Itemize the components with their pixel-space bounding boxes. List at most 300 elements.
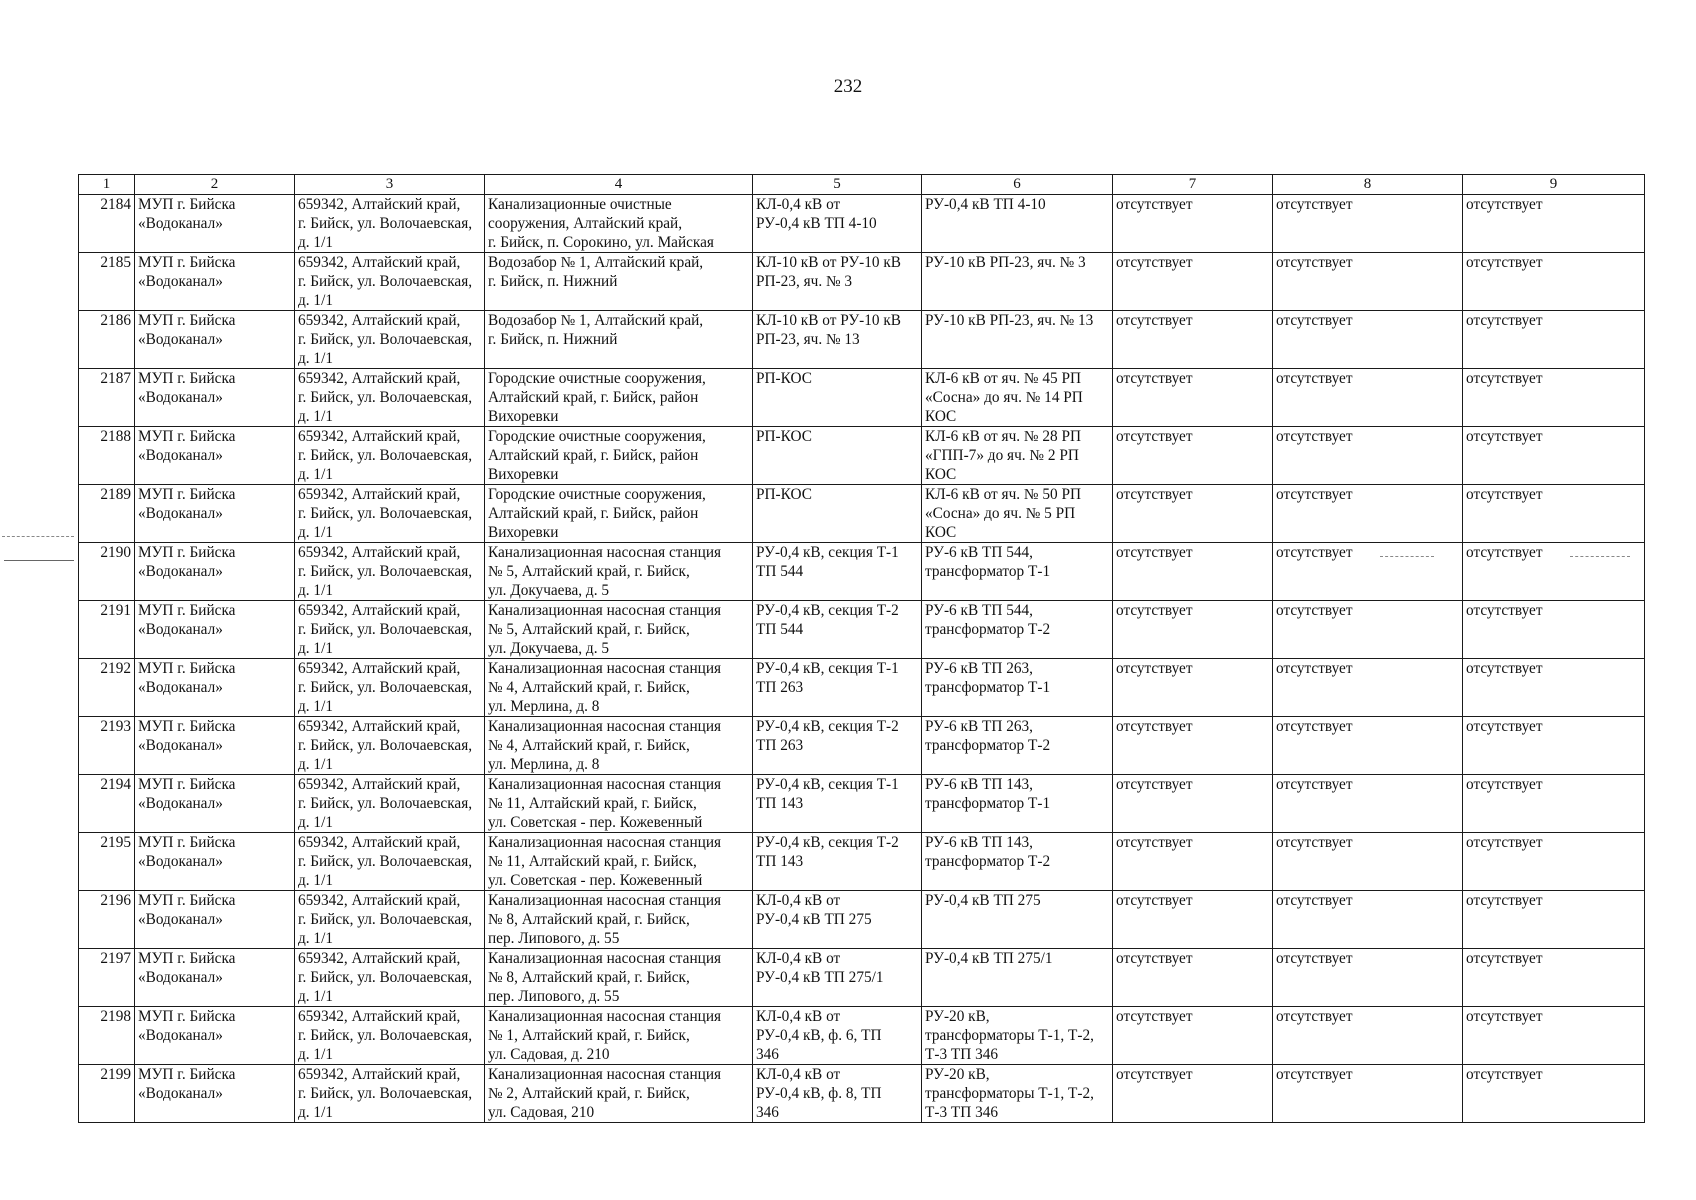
cell-text-line: ул. Садовая, 210 — [488, 1104, 595, 1121]
cell-text-line: КОС — [925, 524, 957, 541]
cell-text-line: д. 1/1 — [298, 640, 333, 657]
cell-text-line: РУ-20 кВ, — [925, 1066, 990, 1083]
cell-text-line: КЛ-0,4 кВ от — [756, 1008, 841, 1025]
cell-text-line: РУ-0,4 кВ, секция Т-2 — [756, 834, 899, 851]
cell-organization — [135, 543, 295, 601]
table-body — [79, 195, 1645, 1123]
cell-text-line: РУ-0,4 кВ, ф. 8, ТП — [756, 1085, 882, 1102]
cell-row-number: 2186 — [79, 311, 135, 369]
cell-organization — [135, 427, 295, 485]
cell-text-line: № 2, Алтайский край, г. Бийск, — [488, 1085, 690, 1102]
cell-text-line: ул. Советская - пер. Кожевенный — [488, 872, 703, 889]
cell-address — [295, 659, 485, 717]
cell-col9: отсутствует — [1463, 543, 1645, 601]
cell-text-line: КОС — [925, 466, 957, 483]
cell-col7: отсутствует — [1113, 601, 1273, 659]
cell-supply-line — [753, 717, 922, 775]
cell-text-line: МУП г. Бийска — [138, 1066, 236, 1083]
cell-row-number: 2188 — [79, 427, 135, 485]
column-number: 2 — [135, 175, 295, 195]
cell-col7: отсутствует — [1113, 311, 1273, 369]
cell-row-number: 2196 — [79, 891, 135, 949]
cell-text-line: № 5, Алтайский край, г. Бийск, — [488, 621, 690, 638]
cell-text-line: КЛ-6 кВ от яч. № 45 РП — [925, 370, 1082, 387]
cell-organization — [135, 601, 295, 659]
cell-address — [295, 253, 485, 311]
cell-text-line: 659342, Алтайский край, — [298, 602, 461, 619]
cell-supply-source — [922, 253, 1113, 311]
cell-col8: отсутствует — [1273, 601, 1463, 659]
cell-text-line: 659342, Алтайский край, — [298, 718, 461, 735]
cell-supply-source — [922, 543, 1113, 601]
cell-col9: отсутствует — [1463, 311, 1645, 369]
cell-text-line: трансформатор Т-2 — [925, 853, 1051, 870]
cell-text-line: РУ-0,4 кВ, секция Т-2 — [756, 718, 899, 735]
cell-text-line: д. 1/1 — [298, 582, 333, 599]
cell-text-line: Городские очистные сооружения, — [488, 428, 706, 445]
cell-text-line: РУ-0,4 кВ, секция Т-2 — [756, 602, 899, 619]
cell-text-line: МУП г. Бийска — [138, 196, 236, 213]
cell-col8: отсутствует — [1273, 195, 1463, 253]
cell-col9: отсутствует — [1463, 369, 1645, 427]
cell-row-number: 2192 — [79, 659, 135, 717]
cell-text-line: Т-3 ТП 346 — [925, 1046, 999, 1063]
cell-text-line: г. Бийск, ул. Волочаевская, — [298, 447, 473, 464]
cell-text-line: МУП г. Бийска — [138, 428, 236, 445]
cell-text-line: д. 1/1 — [298, 466, 333, 483]
cell-text-line: пер. Липового, д. 55 — [488, 930, 620, 947]
cell-object — [485, 775, 753, 833]
table-header — [79, 175, 1645, 195]
table-row — [79, 1007, 1645, 1065]
table-row — [79, 1065, 1645, 1123]
cell-text-line: КЛ-0,4 кВ от — [756, 196, 841, 213]
cell-row-number: 2198 — [79, 1007, 135, 1065]
cell-text-line: РП-23, яч. № 13 — [756, 331, 860, 348]
table-row — [79, 775, 1645, 833]
cell-row-number: 2189 — [79, 485, 135, 543]
cell-text-line: КЛ-6 кВ от яч. № 50 РП — [925, 486, 1082, 503]
cell-text-line: РУ-6 кВ ТП 143, — [925, 776, 1033, 793]
cell-text-line: РП-23, яч. № 3 — [756, 273, 853, 290]
cell-text-line: ул. Докучаева, д. 5 — [488, 582, 610, 599]
cell-text-line: КЛ-6 кВ от яч. № 28 РП — [925, 428, 1082, 445]
cell-text-line: г. Бийск, п. Нижний — [488, 273, 618, 290]
cell-text-line: «ГПП-7» до яч. № 2 РП — [925, 447, 1079, 464]
cell-col9: отсутствует — [1463, 833, 1645, 891]
cell-text-line: РУ-6 кВ ТП 263, — [925, 718, 1033, 735]
cell-text-line: пер. Липового, д. 55 — [488, 988, 620, 1005]
cell-text-line: ул. Докучаева, д. 5 — [488, 640, 610, 657]
cell-col8: отсутствует — [1273, 833, 1463, 891]
cell-address — [295, 891, 485, 949]
cell-text-line: КЛ-10 кВ от РУ-10 кВ — [756, 254, 902, 271]
cell-text-line: № 1, Алтайский край, г. Бийск, — [488, 1027, 690, 1044]
cell-text-line: 659342, Алтайский край, — [298, 196, 461, 213]
scan-artifact-line — [4, 560, 74, 561]
cell-object — [485, 949, 753, 1007]
cell-text-line: РУ-0,4 кВ, секция Т-1 — [756, 660, 899, 677]
cell-text-line: г. Бийск, ул. Волочаевская, — [298, 1027, 473, 1044]
cell-text-line: РУ-10 кВ РП-23, яч. № 3 — [925, 254, 1086, 271]
cell-col8: отсутствует — [1273, 543, 1463, 601]
table-row — [79, 195, 1645, 253]
cell-text-line: РУ-0,4 кВ, секция Т-1 — [756, 776, 899, 793]
cell-organization — [135, 369, 295, 427]
cell-text-line: РУ-6 кВ ТП 544, — [925, 544, 1033, 561]
table-row — [79, 891, 1645, 949]
cell-col9: отсутствует — [1463, 1065, 1645, 1123]
cell-col8: отсутствует — [1273, 775, 1463, 833]
table-row — [79, 485, 1645, 543]
cell-col8: отсутствует — [1273, 427, 1463, 485]
cell-supply-line — [753, 253, 922, 311]
cell-organization — [135, 1065, 295, 1123]
cell-text-line: Вихоревки — [488, 408, 559, 425]
cell-organization — [135, 1007, 295, 1065]
cell-supply-source — [922, 1007, 1113, 1065]
cell-text-line: г. Бийск, ул. Волочаевская, — [298, 969, 473, 986]
table-row — [79, 253, 1645, 311]
cell-text-line: МУП г. Бийска — [138, 254, 236, 271]
cell-text-line: Канализационная насосная станция — [488, 892, 722, 909]
cell-text-line: Городские очистные сооружения, — [488, 486, 706, 503]
cell-text-line: «Сосна» до яч. № 14 РП — [925, 389, 1083, 406]
cell-text-line: «Водоканал» — [138, 621, 223, 638]
cell-supply-line — [753, 1065, 922, 1123]
cell-text-line: г. Бийск, п. Нижний — [488, 331, 618, 348]
cell-object — [485, 543, 753, 601]
cell-object — [485, 601, 753, 659]
table-row — [79, 717, 1645, 775]
cell-text-line: 659342, Алтайский край, — [298, 312, 461, 329]
cell-row-number: 2191 — [79, 601, 135, 659]
cell-text-line: КЛ-0,4 кВ от — [756, 892, 841, 909]
cell-text-line: «Водоканал» — [138, 679, 223, 696]
cell-col9: отсутствует — [1463, 659, 1645, 717]
cell-text-line: г. Бийск, ул. Волочаевская, — [298, 389, 473, 406]
cell-object — [485, 427, 753, 485]
cell-text-line: МУП г. Бийска — [138, 776, 236, 793]
cell-supply-source — [922, 659, 1113, 717]
cell-text-line: РУ-0,4 кВ ТП 275/1 — [756, 969, 884, 986]
cell-col8: отсутствует — [1273, 311, 1463, 369]
cell-text-line: 659342, Алтайский край, — [298, 892, 461, 909]
cell-organization — [135, 195, 295, 253]
cell-text-line: 659342, Алтайский край, — [298, 544, 461, 561]
cell-row-number: 2195 — [79, 833, 135, 891]
cell-supply-line — [753, 427, 922, 485]
cell-text-line: д. 1/1 — [298, 930, 333, 947]
cell-text-line: КЛ-0,4 кВ от — [756, 1066, 841, 1083]
cell-text-line: РП-КОС — [756, 370, 812, 387]
cell-text-line: Канализационная насосная станция — [488, 1008, 722, 1025]
cell-organization — [135, 485, 295, 543]
cell-text-line: 659342, Алтайский край, — [298, 370, 461, 387]
cell-text-line: ул. Мерлина, д. 8 — [488, 698, 600, 715]
cell-col9: отсутствует — [1463, 601, 1645, 659]
cell-text-line: «Водоканал» — [138, 215, 223, 232]
cell-text-line: д. 1/1 — [298, 1046, 333, 1063]
cell-address — [295, 949, 485, 1007]
cell-text-line: г. Бийск, п. Сорокино, ул. Майская — [488, 234, 714, 251]
cell-object — [485, 369, 753, 427]
cell-col7: отсутствует — [1113, 659, 1273, 717]
cell-organization — [135, 833, 295, 891]
cell-supply-source — [922, 1065, 1113, 1123]
cell-col7: отсутствует — [1113, 717, 1273, 775]
cell-text-line: РУ-0,4 кВ ТП 275 — [756, 911, 872, 928]
cell-organization — [135, 891, 295, 949]
table-row — [79, 659, 1645, 717]
cell-col8: отсутствует — [1273, 891, 1463, 949]
cell-text-line: Водозабор № 1, Алтайский край, — [488, 254, 704, 271]
cell-col7: отсутствует — [1113, 253, 1273, 311]
scan-artifact-line — [1570, 556, 1630, 557]
cell-text-line: МУП г. Бийска — [138, 544, 236, 561]
cell-col7: отсутствует — [1113, 775, 1273, 833]
cell-text-line: № 8, Алтайский край, г. Бийск, — [488, 911, 690, 928]
cell-text-line: «Водоканал» — [138, 389, 223, 406]
cell-supply-line — [753, 949, 922, 1007]
cell-text-line: Канализационная насосная станция — [488, 602, 722, 619]
cell-text-line: г. Бийск, ул. Волочаевская, — [298, 911, 473, 928]
column-number-row — [79, 175, 1645, 195]
cell-text-line: ТП 263 — [756, 737, 804, 754]
cell-text-line: «Водоканал» — [138, 505, 223, 522]
cell-col7: отсутствует — [1113, 485, 1273, 543]
cell-text-line: Канализационная насосная станция — [488, 660, 722, 677]
cell-text-line: № 5, Алтайский край, г. Бийск, — [488, 563, 690, 580]
cell-text-line: г. Бийск, ул. Волочаевская, — [298, 505, 473, 522]
cell-col9: отсутствует — [1463, 195, 1645, 253]
cell-text-line: сооружения, Алтайский край, — [488, 215, 683, 232]
cell-text-line: МУП г. Бийска — [138, 1008, 236, 1025]
cell-col7: отсутствует — [1113, 1007, 1273, 1065]
cell-organization — [135, 253, 295, 311]
cell-text-line: Вихоревки — [488, 524, 559, 541]
cell-text-line: КЛ-0,4 кВ от — [756, 950, 841, 967]
cell-text-line: Алтайский край, г. Бийск, район — [488, 389, 699, 406]
cell-supply-source — [922, 311, 1113, 369]
cell-text-line: д. 1/1 — [298, 234, 333, 251]
cell-address — [295, 427, 485, 485]
cell-text-line: Канализационная насосная станция — [488, 544, 722, 561]
cell-text-line: 346 — [756, 1104, 779, 1121]
cell-text-line: г. Бийск, ул. Волочаевская, — [298, 795, 473, 812]
cell-text-line: Вихоревки — [488, 466, 559, 483]
cell-text-line: г. Бийск, ул. Волочаевская, — [298, 621, 473, 638]
cell-address — [295, 775, 485, 833]
cell-text-line: «Водоканал» — [138, 1027, 223, 1044]
cell-text-line: 659342, Алтайский край, — [298, 660, 461, 677]
cell-supply-line — [753, 601, 922, 659]
cell-supply-line — [753, 485, 922, 543]
cell-address — [295, 1065, 485, 1123]
cell-supply-source — [922, 949, 1113, 1007]
cell-text-line: трансформатор Т-1 — [925, 563, 1051, 580]
cell-text-line: Канализационная насосная станция — [488, 718, 722, 735]
cell-address — [295, 833, 485, 891]
cell-row-number: 2185 — [79, 253, 135, 311]
cell-text-line: г. Бийск, ул. Волочаевская, — [298, 1085, 473, 1102]
cell-text-line: РУ-0,4 кВ, секция Т-1 — [756, 544, 899, 561]
cell-text-line: МУП г. Бийска — [138, 950, 236, 967]
cell-address — [295, 485, 485, 543]
cell-text-line: трансформатор Т-2 — [925, 737, 1051, 754]
cell-col8: отсутствует — [1273, 1065, 1463, 1123]
cell-text-line: РУ-0,4 кВ ТП 4-10 — [925, 196, 1046, 213]
cell-text-line: № 4, Алтайский край, г. Бийск, — [488, 737, 690, 754]
cell-col7: отсутствует — [1113, 195, 1273, 253]
table-row — [79, 601, 1645, 659]
cell-text-line: д. 1/1 — [298, 756, 333, 773]
cell-text-line: Канализационные очистные — [488, 196, 672, 213]
cell-text-line: «Водоканал» — [138, 563, 223, 580]
cell-text-line: КЛ-10 кВ от РУ-10 кВ — [756, 312, 902, 329]
cell-text-line: трансформатор Т-2 — [925, 621, 1051, 638]
scan-artifact-line — [2, 536, 74, 537]
cell-supply-source — [922, 775, 1113, 833]
cell-col9: отсутствует — [1463, 253, 1645, 311]
cell-text-line: 346 — [756, 1046, 779, 1063]
table-row — [79, 427, 1645, 485]
cell-supply-line — [753, 543, 922, 601]
cell-text-line: Канализационная насосная станция — [488, 1066, 722, 1083]
column-number: 9 — [1463, 175, 1645, 195]
cell-text-line: РП-КОС — [756, 486, 812, 503]
cell-text-line: «Водоканал» — [138, 911, 223, 928]
cell-text-line: Канализационная насосная станция — [488, 776, 722, 793]
cell-organization — [135, 717, 295, 775]
cell-text-line: МУП г. Бийска — [138, 370, 236, 387]
cell-text-line: «Водоканал» — [138, 331, 223, 348]
cell-text-line: РУ-0,4 кВ ТП 4-10 — [756, 215, 877, 232]
table-row — [79, 543, 1645, 601]
cell-col7: отсутствует — [1113, 369, 1273, 427]
cell-col9: отсутствует — [1463, 775, 1645, 833]
cell-supply-source — [922, 833, 1113, 891]
cell-text-line: РУ-0,4 кВ, ф. 6, ТП — [756, 1027, 882, 1044]
table-row — [79, 311, 1645, 369]
cell-text-line: д. 1/1 — [298, 1104, 333, 1121]
cell-text-line: ул. Советская - пер. Кожевенный — [488, 814, 703, 831]
cell-object — [485, 1007, 753, 1065]
register-table — [78, 174, 1645, 1123]
cell-text-line: «Сосна» до яч. № 5 РП — [925, 505, 1076, 522]
cell-text-line: № 11, Алтайский край, г. Бийск, — [488, 853, 697, 870]
cell-object — [485, 833, 753, 891]
cell-text-line: Т-3 ТП 346 — [925, 1104, 999, 1121]
cell-text-line: «Водоканал» — [138, 795, 223, 812]
column-number: 4 — [485, 175, 753, 195]
cell-text-line: «Водоканал» — [138, 737, 223, 754]
cell-text-line: д. 1/1 — [298, 872, 333, 889]
cell-text-line: трансформаторы Т-1, Т-2, — [925, 1027, 1094, 1044]
cell-text-line: 659342, Алтайский край, — [298, 428, 461, 445]
cell-col7: отсутствует — [1113, 833, 1273, 891]
cell-col9: отсутствует — [1463, 949, 1645, 1007]
cell-text-line: МУП г. Бийска — [138, 312, 236, 329]
cell-supply-line — [753, 369, 922, 427]
cell-text-line: д. 1/1 — [298, 292, 333, 309]
column-number: 5 — [753, 175, 922, 195]
cell-supply-line — [753, 775, 922, 833]
cell-text-line: ул. Мерлина, д. 8 — [488, 756, 600, 773]
cell-text-line: д. 1/1 — [298, 524, 333, 541]
cell-object — [485, 717, 753, 775]
cell-text-line: Городские очистные сооружения, — [488, 370, 706, 387]
table-row — [79, 369, 1645, 427]
cell-object — [485, 891, 753, 949]
cell-text-line: РУ-0,4 кВ ТП 275 — [925, 892, 1041, 909]
column-number: 6 — [922, 175, 1113, 195]
cell-supply-line — [753, 659, 922, 717]
column-number: 3 — [295, 175, 485, 195]
cell-text-line: г. Бийск, ул. Волочаевская, — [298, 853, 473, 870]
cell-row-number: 2184 — [79, 195, 135, 253]
cell-text-line: МУП г. Бийска — [138, 660, 236, 677]
cell-supply-source — [922, 369, 1113, 427]
cell-object — [485, 1065, 753, 1123]
cell-address — [295, 717, 485, 775]
cell-row-number: 2194 — [79, 775, 135, 833]
cell-text-line: ТП 143 — [756, 853, 804, 870]
column-number: 1 — [79, 175, 135, 195]
cell-text-line: д. 1/1 — [298, 988, 333, 1005]
cell-address — [295, 543, 485, 601]
cell-supply-source — [922, 427, 1113, 485]
cell-text-line: д. 1/1 — [298, 350, 333, 367]
cell-text-line: ТП 263 — [756, 679, 804, 696]
cell-text-line: № 8, Алтайский край, г. Бийск, — [488, 969, 690, 986]
cell-address — [295, 601, 485, 659]
cell-text-line: ул. Садовая, д. 210 — [488, 1046, 610, 1063]
cell-text-line: 659342, Алтайский край, — [298, 834, 461, 851]
cell-text-line: МУП г. Бийска — [138, 602, 236, 619]
cell-text-line: г. Бийск, ул. Волочаевская, — [298, 273, 473, 290]
cell-address — [295, 369, 485, 427]
cell-text-line: КОС — [925, 408, 957, 425]
cell-text-line: РУ-6 кВ ТП 143, — [925, 834, 1033, 851]
cell-text-line: МУП г. Бийска — [138, 718, 236, 735]
cell-row-number: 2190 — [79, 543, 135, 601]
scan-artifact-line — [1380, 556, 1434, 557]
cell-text-line: МУП г. Бийска — [138, 486, 236, 503]
cell-organization — [135, 659, 295, 717]
cell-text-line: МУП г. Бийска — [138, 892, 236, 909]
cell-organization — [135, 311, 295, 369]
cell-text-line: г. Бийск, ул. Волочаевская, — [298, 215, 473, 232]
cell-text-line: г. Бийск, ул. Волочаевская, — [298, 331, 473, 348]
cell-text-line: РУ-0,4 кВ ТП 275/1 — [925, 950, 1053, 967]
cell-supply-source — [922, 891, 1113, 949]
cell-text-line: Канализационная насосная станция — [488, 950, 722, 967]
cell-supply-source — [922, 717, 1113, 775]
cell-object — [485, 253, 753, 311]
cell-text-line: д. 1/1 — [298, 408, 333, 425]
cell-organization — [135, 775, 295, 833]
cell-text-line: Алтайский край, г. Бийск, район — [488, 505, 699, 522]
cell-col8: отсутствует — [1273, 253, 1463, 311]
cell-text-line: «Водоканал» — [138, 447, 223, 464]
cell-text-line: г. Бийск, ул. Волочаевская, — [298, 737, 473, 754]
cell-supply-line — [753, 891, 922, 949]
page-number: 232 — [833, 76, 863, 97]
cell-text-line: «Водоканал» — [138, 969, 223, 986]
cell-text-line: трансформатор Т-1 — [925, 795, 1051, 812]
cell-col9: отсутствует — [1463, 485, 1645, 543]
